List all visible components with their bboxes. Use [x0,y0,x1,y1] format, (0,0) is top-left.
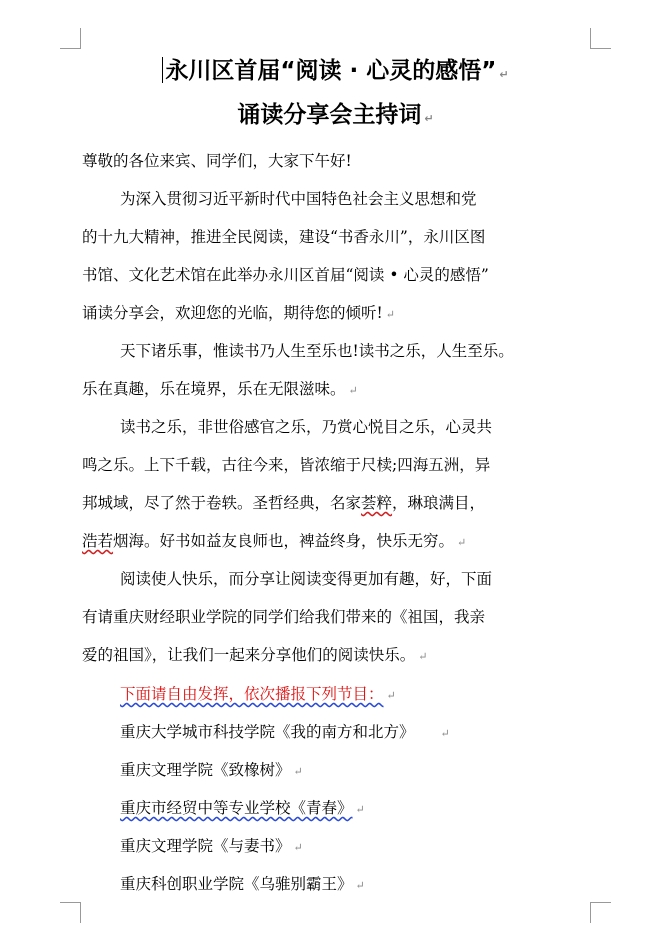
text-line[interactable]: 爱的祖国》，让我们一起来分享他们的阅读快乐。 ↵ [82,646,428,664]
document-title-line-2[interactable]: 诵读分享会主持词 ↵ [237,102,434,128]
paragraph-mark-icon: ↵ [457,536,467,549]
paragraph-mark-icon: ↵ [293,765,303,778]
paragraph-mark-icon: ↵ [499,68,509,81]
program-item[interactable]: 重庆市经贸中等专业学校《青春》 ↵ [120,799,365,817]
text-line[interactable]: 的十九大精神，推进全民阅读，建设“书香永川”，永川区图 [82,228,486,246]
paragraph-mark-icon: ↵ [348,384,358,397]
spellcheck-word[interactable]: 荟粹 [361,494,393,512]
text-line[interactable]: 为深入贯彻习近平新时代中国特色社会主义思想和党 [120,190,477,208]
paragraph-mark-icon: ↵ [386,689,396,702]
program-item[interactable]: 重庆文理学院《与妻书》 ↵ [120,837,303,855]
text-line[interactable]: 乐在真趣，乐在境界，乐在无限滋味。 ↵ [82,380,358,398]
paragraph-mark-icon: ↵ [418,650,428,663]
program-item[interactable]: 重庆科创职业学院《乌骓别霸王》 ↵ [120,875,365,893]
text-line[interactable]: 天下诸乐事，惟读书乃人生至乐也!读书之乐，人生至乐。 [120,342,514,360]
spellcheck-word[interactable]: 浩若 [82,532,114,550]
crop-mark-bottom-left [60,902,81,923]
crop-mark-top-right [590,28,611,49]
crop-mark-bottom-right [590,902,611,923]
text-line[interactable]: 阅读使人快乐，而分享让阅读变得更加有趣，好，下面 [120,570,493,588]
paragraph-mark-icon: ↵ [293,841,303,854]
paragraph-mark-icon: ↵ [355,879,365,892]
text-cursor [162,57,163,83]
paragraph-mark-icon: ↵ [424,112,434,125]
text-line[interactable]: 浩若烟海。好书如益友良师也，裨益终身，快乐无穷。 ↵ [82,532,467,550]
text-line[interactable]: 读书之乐，非世俗感官之乐，乃赏心悦目之乐，心灵共 [120,418,493,436]
paragraph-mark-icon: ↵ [440,727,450,740]
text-line[interactable]: 有请重庆财经职业学院的同学们给我们带来的《祖国，我亲 [82,608,486,626]
text-line[interactable]: 鸣之乐。上下千载，古往今来，皆浓缩于尺椟;四海五洲，异 [82,456,491,474]
text-line[interactable]: 诵读分享会，欢迎您的光临，期待您的倾听! ↵ [82,304,395,322]
paragraph-mark-icon: ↵ [355,803,365,816]
text-line-greeting[interactable]: 尊敬的各位来宾、同学们，大家下午好! [82,152,352,170]
paragraph-mark-icon: ↵ [385,308,395,321]
instruction-line[interactable]: 下面请自由发挥，依次播报下列节目： ↵ [120,685,396,703]
crop-mark-top-left [60,28,81,49]
text-line[interactable]: 书馆、文化艺术馆在此举办永川区首届“阅读 • 心灵的感悟” [82,266,489,284]
document-title-line-1[interactable]: 永川区首届“阅读 · 心灵的感悟” ↵ [0,56,671,90]
program-item[interactable]: 重庆文理学院《致橡树》 ↵ [120,761,303,779]
text-line[interactable]: 邦城域，尽了然于卷轶。圣哲经典，名家荟粹，琳琅满目， [82,494,486,512]
program-item[interactable]: 重庆大学城市科技学院《我的南方和北方》 ↵ [120,723,450,741]
